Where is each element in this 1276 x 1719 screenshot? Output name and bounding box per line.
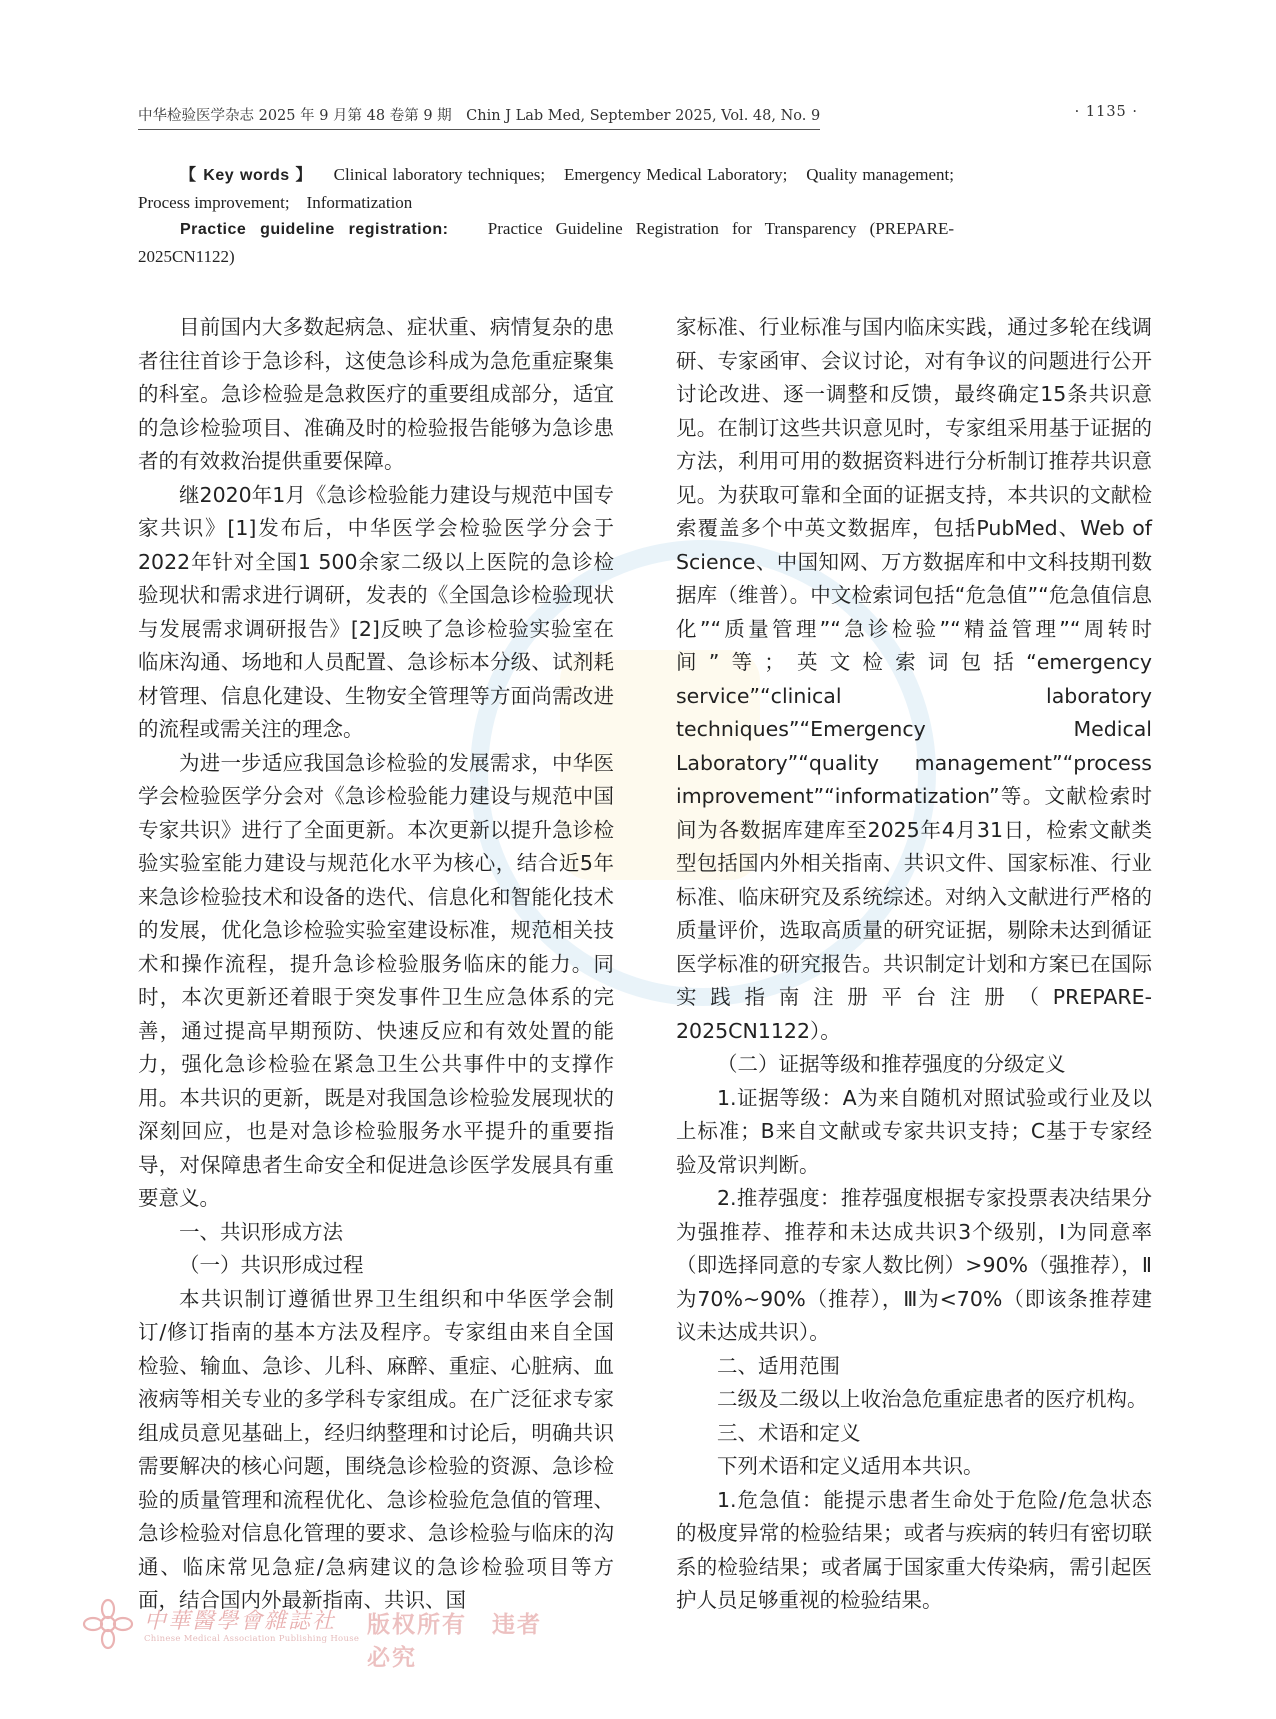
section-heading: 二、适用范围 — [717, 1353, 840, 1378]
paragraph: 本共识制订遵循世界卫生组织和中华医学会制订/修订指南的基本方法及程序。专家组由来自全国检验、输血、急诊、儿科、麻醉、重症、心脏病、血液病等相关专业的多学科专家组成。在广泛征求专家组成员意见基础上，经归纳整理和讨论后，明确共识需要解决的核心问题，围绕急诊检验的资源、急诊检验的质量管理和流程优化、急诊检验危急值的管理、急诊检验对信息化管理的要求、急诊检验与临床的沟通、临床常见急症/急病建议的急诊检验项目等方面，结合国内外最新指南、共识、国 — [138, 1286, 614, 1612]
paragraph: 继2020年1月《急诊检验能力建设与规范中国专家共识》[1]发布后，中华医学会检验医学分会于2022年针对全国1 500余家二级以上医院的急诊检验现状和需求进行调研，发表的《全国急诊检验现状与发展需求调研报告》[2]反映了急诊检验实验室在临床沟通、场地和人员配置、急诊标本分级、试剂耗材管理、信息化建设、生物安全管理等方面尚需改进的流程或需关注的理念。 — [138, 482, 614, 741]
paragraph-continued: 家标准、行业标准与国内临床实践，通过多轮在线调研、专家函审、会议讨论，对有争议的问题进行公开讨论改进、逐一调整和反馈，最终确定15条共识意见。在制订这些共识意见时，专家组采用基于证据的方法，利用可用的数据资料进行分析制订推荐共识意见。为获取可靠和全面的证据支持，本共识的文献检索覆盖多个中英文数据库，包括PubMed、Web of Science、中国知网、万方数据库和中文科技期刊数据库（维普）。中文检索词包括“危急值”“危急值信息化”“质量管理”“急诊检验”“精益管理”“周转时间”等；英文检索词包括“emergency service”“clinical laboratory techniques”“Emergency Medical Laboratory”“quality management”“process improvement”“informatization”等。文献检索时间为各数据库建库至2025年4月31日，检索文献类型包括国内外相关指南、共识文件、国家标准、行业标准、临床研究及系统综述。对纳入文献进行严格的质量评价，选取高质量的研究证据，剔除未达到循证医学标准的研究报告。共识制定计划和方案已在国际实践指南注册平台注册（PREPARE-2025CN1122）。 — [676, 315, 1152, 1043]
flower-emblem-icon — [82, 1598, 134, 1650]
copyright-slogan: 版权所有 违者必究 — [367, 1611, 542, 1671]
keywords-text: Clinical laboratory techniques; Emergency Medical Laboratory; Quality management; Process improvement; Informatization — [138, 165, 971, 212]
body-column-right — [676, 311, 1152, 1618]
english-keywords-block — [138, 162, 971, 270]
publisher-name-cn: 中華醫學會雜誌社 — [144, 1609, 337, 1634]
body-column-left — [138, 311, 614, 1618]
publisher-name-en: Chinese Medical Association Publishing House — [144, 1634, 360, 1644]
publisher-logo — [82, 1598, 552, 1671]
subsection-heading: （二）证据等级和推荐强度的分级定义 — [717, 1052, 1066, 1076]
running-header — [138, 104, 1138, 130]
keywords-label: 【 Key words 】 — [180, 167, 313, 184]
registration-label: Practice guideline registration: — [180, 221, 449, 238]
registration-text: Practice Guideline Registration for Transparency (PREPARE-2025CN1122) — [138, 219, 955, 266]
paragraph: 二级及二级以上收治急危重症患者的医疗机构。 — [717, 1387, 1148, 1411]
subsection-heading: （一）共识形成过程 — [179, 1253, 364, 1277]
paragraph: 下列术语和定义适用本共识。 — [717, 1454, 984, 1478]
keywords-line — [138, 162, 971, 216]
section-heading: 三、术语和定义 — [717, 1420, 861, 1445]
section-heading: 一、共识形成方法 — [179, 1219, 343, 1244]
paragraph: 为进一步适应我国急诊检验的发展需求，中华医学会检验医学分会对《急诊检验能力建设与规范中国专家共识》进行了全面更新。本次更新以提升急诊检验实验室能力建设与规范化水平为核心，结合近5年来急诊检验技术和设备的迭代、信息化和智能化技术的发展，优化急诊检验实验室建设标准，规范相关技术和操作流程，提升急诊检验服务临床的能力。同时，本次更新还着眼于突发事件卫生应急体系的完善，通过提高早期预防、快速反应和有效处置的能力，强化急诊检验在紧急卫生公共事件中的支撑作用。本共识的更新，既是对我国急诊检验发展现状的深刻回应，也是对急诊检验服务水平提升的重要指导，对保障患者生命安全和促进急诊医学发展具有重要意义。 — [138, 750, 614, 1210]
paragraph: 目前国内大多数起病急、症状重、病情复杂的患者往往首诊于急诊科，这使急诊科成为急危重症聚集的科室。急诊检验是急救医疗的重要组成部分，适宜的急诊检验项目、准确及时的检验报告能够为急诊患者的有效救治提供重要保障。 — [138, 315, 614, 473]
paragraph: 1.证据等级：A为来自随机对照试验或行业及以上标准；B来自文献或专家共识支持；C基于专家经验及常识判断。 — [676, 1085, 1152, 1177]
paragraph: 1.危急值：能提示患者生命处于危险/危急状态的极度异常的检验结果；或者与疾病的转归有密切联系的检验结果；或者属于国家重大传染病，需引起医护人员足够重视的检验结果。 — [676, 1487, 1152, 1612]
registration-line — [138, 216, 954, 270]
page-number: · 1135 · — [1074, 104, 1138, 120]
journal-citation: 中华检验医学杂志 2025 年 9 月第 48 卷第 9 期 Chin J Lab Med, September 2025, Vol. 48, No. 9 — [138, 104, 820, 130]
paragraph: 2.推荐强度：推荐强度根据专家投票表决结果分为强推荐、推荐和未达成共识3个级别，Ⅰ为同意率（即选择同意的专家人数比例）>90%（强推荐），Ⅱ为70%~90%（推荐），Ⅲ为<70%（即该条推荐建议未达成共识）。 — [676, 1186, 1152, 1344]
